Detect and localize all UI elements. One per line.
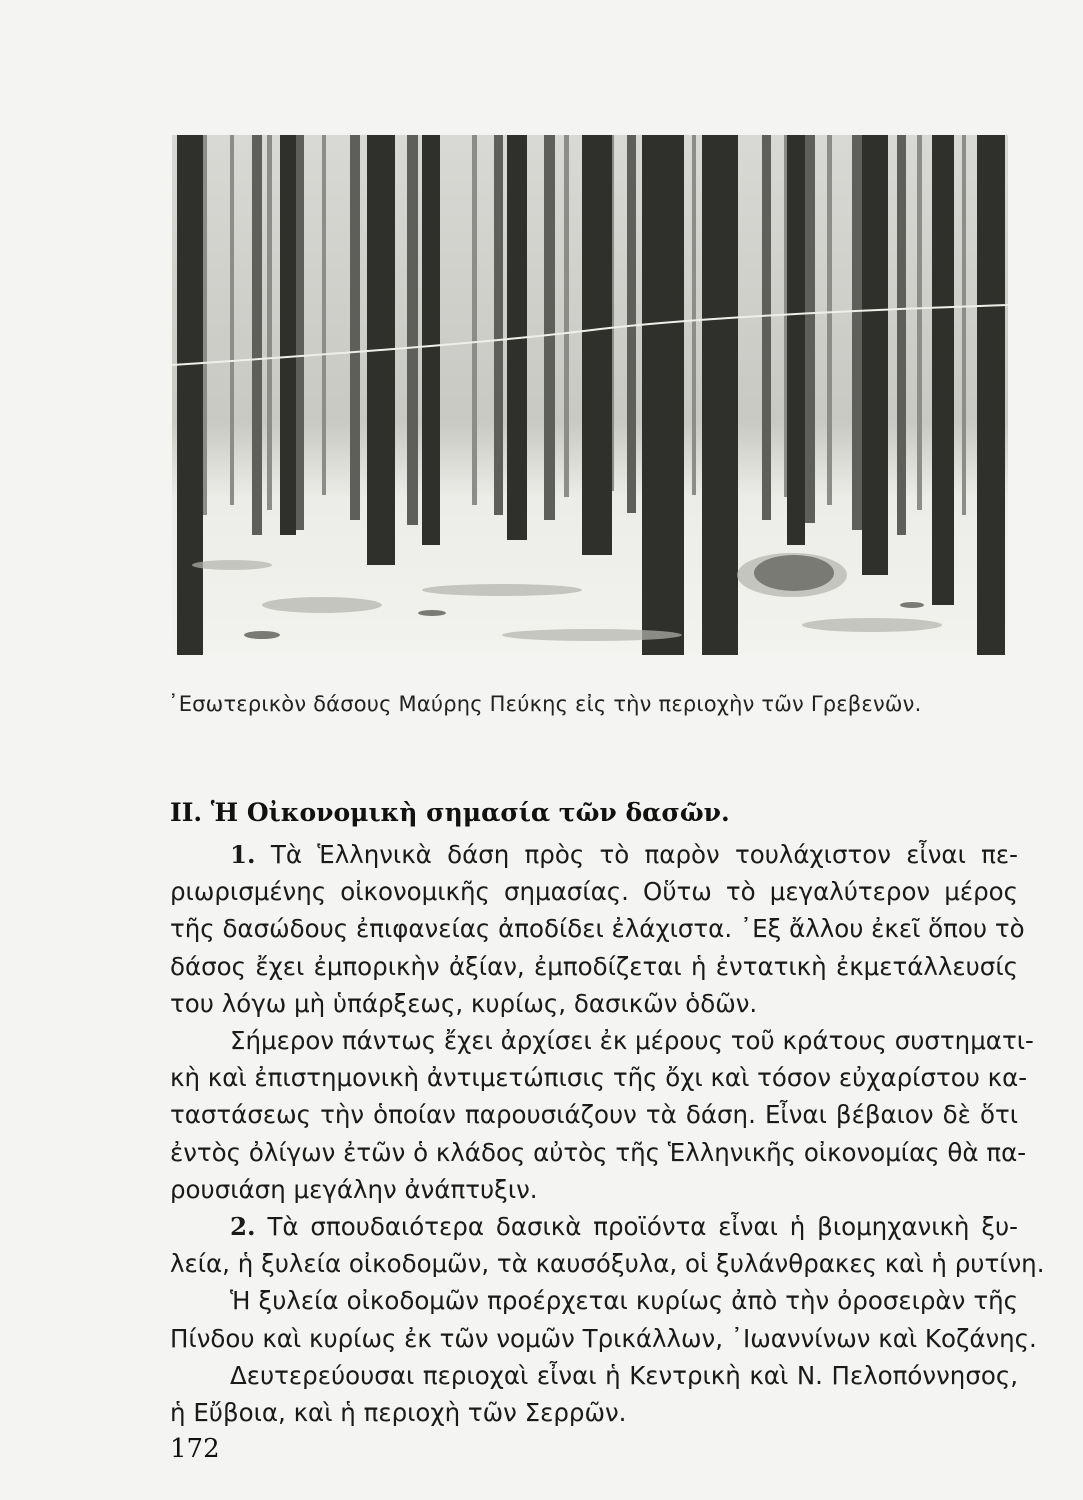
section-heading: ΙΙ. Ἡ Οἰκονομικὴ σημασία τῶν δασῶν. bbox=[170, 798, 730, 827]
text-line: Σήμερον πάντως ἔχει ἀρχίσει ἐκ μέρους τοῦ κράτους συστηματι- bbox=[230, 1026, 1034, 1056]
text-line: ταστάσεως τὴν ὁποίαν παρουσιάζουν τὰ δάση. Εἶναι βέβαιον δὲ ὅτι bbox=[170, 1100, 1018, 1130]
text-line: ἐντὸς ὀλίγων ἐτῶν ὁ κλάδος αὐτὸς τῆς Ἑλληνικῆς οἰκονομίας θὰ πα- bbox=[170, 1137, 1027, 1167]
text-line: του λόγω μὴ ὑπάρξεως, κυρίως, δασικῶν ὁδῶν. bbox=[170, 988, 758, 1018]
text-line: Πίνδου καὶ κυρίως ἐκ τῶν νομῶν Τρικάλλων, ᾽Ιωαννίνων καὶ Κοζάνης. bbox=[170, 1323, 1037, 1353]
paragraph-5 bbox=[170, 1357, 1018, 1431]
pine-forest-image bbox=[172, 135, 1008, 655]
section-body bbox=[170, 836, 1045, 1431]
text-line: 1. Τὰ Ἑλληνικὰ δάση πρὸς τὸ παρὸν τουλάχιστον εἶναι πε- bbox=[230, 840, 1018, 869]
text-line: ριωρισμένης οἰκονομικῆς σημασίας. Οὕτω τὸ μεγαλύτερον μέρος bbox=[170, 877, 1018, 907]
text-line: 2. Τὰ σπουδαιότερα δασικὰ προϊόντα εἶναι ἡ βιομηχανικὴ ξυ- bbox=[230, 1212, 1018, 1242]
paragraph-2 bbox=[170, 1022, 1034, 1208]
figure-caption: ᾽Εσωτερικὸν δάσους Μαύρης Πεύκης εἰς τὴν περιοχὴν τῶν Γρεβενῶν. bbox=[168, 692, 922, 716]
text-line: κὴ καὶ ἐπιστημονικὴ ἀντιμετώπισις τῆς ὄχι καὶ τόσον εὐχαρίστου κα- bbox=[170, 1063, 1028, 1093]
text-line: δάσος ἔχει ἐμπορικὴν ἀξίαν, ἐμποδίζεται ἡ ἐντατικὴ ἐκμετάλλευσίς bbox=[170, 951, 1018, 981]
text-line: λεία, ἡ ξυλεία οἰκοδομῶν, τὰ καυσόξυλα, οἱ ξυλάνθρακες καὶ ἡ ρυτίνη. bbox=[170, 1249, 1045, 1279]
text-line: ρουσιάση μεγάλην ἀνάπτυξιν. bbox=[170, 1174, 538, 1204]
text-line: τῆς δασώδους ἐπιφανείας ἀποδίδει ἐλάχιστα. ᾽Εξ ἄλλου ἐκεῖ ὅπου τὸ bbox=[170, 914, 1025, 944]
text-line: ἡ Εὔβοια, καὶ ἡ περιοχὴ τῶν Σερρῶν. bbox=[170, 1398, 627, 1428]
page-number: 172 bbox=[170, 1434, 220, 1464]
paragraph-4 bbox=[170, 1282, 1037, 1356]
text-line: Δευτερεύουσαι περιοχαὶ εἶναι ἡ Κεντρικὴ καὶ Ν. Πελοπόννησος, bbox=[230, 1360, 1018, 1390]
paragraph-number: 1. bbox=[230, 840, 256, 869]
paragraph-3 bbox=[170, 1208, 1045, 1282]
paragraph-number: 2. bbox=[230, 1212, 256, 1242]
forest-photo bbox=[172, 135, 1008, 655]
paragraph-1 bbox=[170, 836, 1025, 1022]
text-line: Ἡ ξυλεία οἰκοδομῶν προέρχεται κυρίως ἀπὸ τὴν ὀροσειρὰν τῆς bbox=[230, 1286, 1018, 1316]
